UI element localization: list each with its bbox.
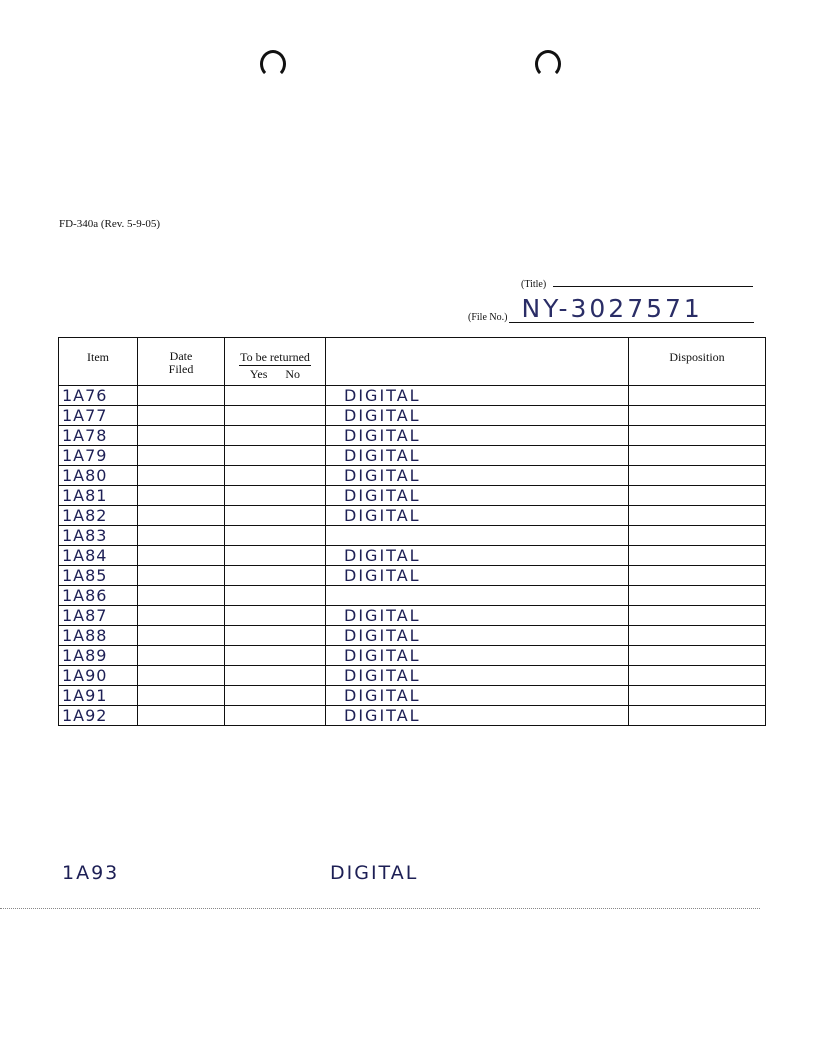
- table-row: [59, 405, 765, 425]
- header-yes-no: [225, 367, 325, 382]
- row-description: DIGITAL: [326, 386, 629, 405]
- row-description: DIGITAL: [326, 646, 629, 665]
- table-row: [59, 505, 765, 525]
- row-item: 1A78: [59, 426, 138, 445]
- table-row: [59, 625, 765, 645]
- row-item: 1A84: [59, 546, 138, 565]
- row-description: DIGITAL: [326, 686, 629, 705]
- table-row: [59, 465, 765, 485]
- row-description: DIGITAL: [326, 606, 629, 625]
- row-disposition: [629, 606, 765, 625]
- row-date-filed: [138, 386, 225, 405]
- row-date-filed: [138, 606, 225, 625]
- table-row: [59, 545, 765, 565]
- row-date-filed: [138, 666, 225, 685]
- row-description: DIGITAL: [326, 486, 629, 505]
- row-disposition: [629, 686, 765, 705]
- table-row: [59, 525, 765, 545]
- row-description: DIGITAL: [326, 446, 629, 465]
- table-header: [59, 338, 765, 385]
- row-description: DIGITAL: [326, 466, 629, 485]
- row-disposition: [629, 466, 765, 485]
- row-disposition: [629, 386, 765, 405]
- table-body: [59, 385, 765, 725]
- punch-hole-left: [260, 50, 286, 78]
- header-no: No: [285, 367, 301, 381]
- file-number-field: [468, 296, 754, 323]
- table-row: [59, 665, 765, 685]
- title-rule: [553, 286, 753, 287]
- row-date-filed: [138, 446, 225, 465]
- row-disposition: [629, 506, 765, 525]
- row-description: DIGITAL: [326, 566, 629, 585]
- row-description: DIGITAL: [326, 706, 629, 725]
- row-item: 1A77: [59, 406, 138, 425]
- title-field: [521, 279, 753, 290]
- header-to-be-returned: [225, 338, 326, 385]
- row-date-filed: [138, 646, 225, 665]
- header-yes: Yes: [249, 367, 268, 381]
- row-to-be-returned: [225, 586, 326, 605]
- row-date-filed: [138, 706, 225, 725]
- row-item: 1A92: [59, 706, 138, 725]
- row-to-be-returned: [225, 506, 326, 525]
- row-date-filed: [138, 686, 225, 705]
- row-to-be-returned: [225, 566, 326, 585]
- row-disposition: [629, 426, 765, 445]
- header-returned-label: To be returned: [240, 350, 310, 364]
- table-row: [59, 565, 765, 585]
- table-row: [59, 445, 765, 465]
- row-description: [326, 586, 629, 605]
- row-description: DIGITAL: [326, 506, 629, 525]
- row-date-filed: [138, 506, 225, 525]
- header-date-line1: Date: [169, 349, 193, 363]
- row-to-be-returned: [225, 486, 326, 505]
- row-description: DIGITAL: [326, 426, 629, 445]
- row-description: DIGITAL: [326, 406, 629, 425]
- row-to-be-returned: [225, 546, 326, 565]
- row-to-be-returned: [225, 406, 326, 425]
- row-disposition: [629, 646, 765, 665]
- row-item: 1A87: [59, 606, 138, 625]
- row-to-be-returned: [225, 666, 326, 685]
- header-date-line2: Filed: [168, 362, 194, 376]
- row-disposition: [629, 486, 765, 505]
- trailing-description: DIGITAL: [330, 862, 419, 884]
- table-row: [59, 425, 765, 445]
- row-date-filed: [138, 426, 225, 445]
- header-description: [326, 338, 629, 385]
- row-description: DIGITAL: [326, 546, 629, 565]
- header-date-filed: [138, 338, 225, 385]
- inventory-table: [58, 337, 766, 726]
- table-row: [59, 685, 765, 705]
- table-row: [59, 385, 765, 405]
- row-item: 1A79: [59, 446, 138, 465]
- row-disposition: [629, 546, 765, 565]
- row-date-filed: [138, 526, 225, 545]
- row-date-filed: [138, 626, 225, 645]
- row-date-filed: [138, 586, 225, 605]
- row-to-be-returned: [225, 646, 326, 665]
- row-item: 1A85: [59, 566, 138, 585]
- title-label: (Title): [521, 279, 547, 290]
- row-date-filed: [138, 406, 225, 425]
- row-to-be-returned: [225, 466, 326, 485]
- table-row: [59, 645, 765, 665]
- row-item: 1A81: [59, 486, 138, 505]
- row-date-filed: [138, 566, 225, 585]
- row-to-be-returned: [225, 626, 326, 645]
- file-number-label: (File No.): [468, 312, 508, 323]
- row-description: DIGITAL: [326, 626, 629, 645]
- row-disposition: [629, 566, 765, 585]
- row-disposition: [629, 666, 765, 685]
- row-to-be-returned: [225, 706, 326, 725]
- row-disposition: [629, 626, 765, 645]
- row-item: 1A88: [59, 626, 138, 645]
- row-item: 1A82: [59, 506, 138, 525]
- dotted-line: [0, 908, 760, 909]
- table-row: [59, 705, 765, 725]
- trailing-item: 1A93: [62, 862, 120, 884]
- row-disposition: [629, 446, 765, 465]
- row-description: DIGITAL: [326, 666, 629, 685]
- punch-hole-right: [535, 50, 561, 78]
- table-row: [59, 605, 765, 625]
- row-disposition: [629, 406, 765, 425]
- row-item: 1A83: [59, 526, 138, 545]
- row-date-filed: [138, 486, 225, 505]
- row-item: 1A89: [59, 646, 138, 665]
- header-disposition: Disposition: [669, 350, 725, 364]
- row-item: 1A86: [59, 586, 138, 605]
- header-item: Item: [59, 338, 138, 385]
- row-to-be-returned: [225, 686, 326, 705]
- row-to-be-returned: [225, 526, 326, 545]
- row-disposition: [629, 526, 765, 545]
- row-item: 1A76: [59, 386, 138, 405]
- row-to-be-returned: [225, 426, 326, 445]
- row-to-be-returned: [225, 606, 326, 625]
- row-date-filed: [138, 546, 225, 565]
- row-item: 1A91: [59, 686, 138, 705]
- file-number-value: NY-3027571: [509, 296, 754, 323]
- table-row: [59, 585, 765, 605]
- row-disposition: [629, 586, 765, 605]
- row-disposition: [629, 706, 765, 725]
- row-date-filed: [138, 466, 225, 485]
- row-item: 1A90: [59, 666, 138, 685]
- row-to-be-returned: [225, 446, 326, 465]
- table-row: [59, 485, 765, 505]
- row-to-be-returned: [225, 386, 326, 405]
- row-item: 1A80: [59, 466, 138, 485]
- form-id: FD-340a (Rev. 5-9-05): [59, 218, 161, 230]
- row-description: [326, 526, 629, 545]
